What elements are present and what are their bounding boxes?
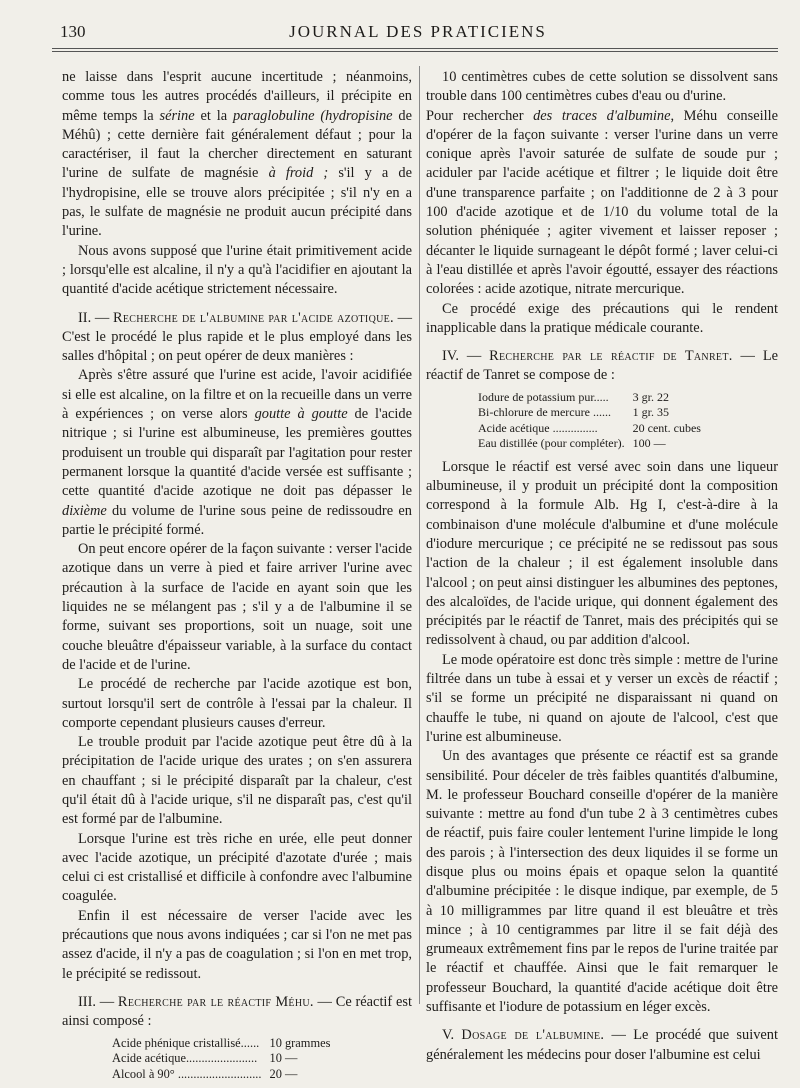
text-run: de Méhû) ; cette dernière fait généralement défaut ; pour la caractériser, il faut la chercher directement en saturant l'urine de sulfate de magnésie <box>62 107 412 182</box>
section-number: V. <box>442 1027 455 1044</box>
section-heading-v <box>426 1026 778 1065</box>
ingredient-name: Iodure de potassium pur..... <box>478 389 609 404</box>
paragraph: Ce procédé exige des précautions qui le rendent inapplicable dans la pratique médicale courante. <box>426 300 778 336</box>
recipe-row <box>478 405 701 421</box>
paragraph: Lorsque le réactif est versé avec soin dans une liqueur albumineuse, il y produit un précipité dont la composition correspond à la formule Alb. Hg I, c'est-à-dire à la combinaison d'une molécule d'albumine et d'une molécule d'iodure mercurique ; ce précipité ne se redissout pas sous l'action de la chaleur ; il est également insoluble dans l'alcool ; on peut ainsi distinguer les albumines des peptones, des alcaloïdes, de l'acide urique, qui donnent également des précipités par le réactif de Tanret, mais des précipités qui se redissolvent à chaud, ou par addition d'alcool. <box>426 458 778 649</box>
recipe-row <box>112 1036 330 1052</box>
text-run: du volume de l'urine sous peine de redissoudre en partie le précipité formé. <box>62 502 412 538</box>
section-number: IV. — <box>442 348 482 365</box>
paragraph: Le procédé de recherche par l'acide azotique est bon, surtout lorsqu'il sert de contrôle à l'essai par la chaleur. Il comporte cependant plusieurs causes d'erreur. <box>62 676 412 731</box>
right-column <box>426 68 778 1065</box>
recipe-row <box>478 390 701 406</box>
ingredient-name: Eau distillée (pour compléter). <box>478 436 625 451</box>
italic-term: des traces d'albumine <box>533 107 671 124</box>
header-rule <box>52 48 778 52</box>
ingredient-quantity: 10 — <box>269 1051 298 1066</box>
ingredient-name: Acide acétique ............... <box>478 420 598 435</box>
paragraph: On peut encore opérer de la façon suivante : verser l'acide azotique dans un verre à pied et faire arriver l'urine avec précaution à la surface de l'acide en ayant soin que les liquides ne se mélangent pas ; s'il y a de l'albumine il se forme, suivant ses proportions, soit un nuage, soit une couche bleuâtre d'épaisseur variable, à la surface du contact de l'acide et de l'urine. <box>62 541 412 673</box>
paragraph: Nous avons supposé que l'urine était primitivement acide ; lorsqu'elle est alcaline, il n'y a qu'à l'acidifier en ajoutant la quantité d'acide acétique strictement nécessaire. <box>62 242 412 298</box>
section-title: Recherche par le réactif de Tanret. <box>489 348 733 365</box>
paragraph: Le mode opératoire est donc très simple : mettre de l'urine filtrée dans un tube à essai et y verser un excès de réactif ; s'il se forme un précipité ne disparaissant ni quand on chauffe le tube, ni quand on ajoute de l'alcool, c'est que l'urine est albumineuse. <box>426 651 778 745</box>
italic-term: dixième <box>62 502 107 519</box>
left-column <box>62 68 412 1088</box>
section-heading-iv <box>426 347 778 386</box>
paragraph: Un des avantages que présente ce réactif est sa grande sensibilité. Pour déceler de très faibles quantités d'albumine, M. le professeur Bouchard conseille d'opérer de la manière suivante : mettre au fond d'un tube 2 à 3 centimètres cubes de réactif, puis faire couler lentement l'urine limpide le long des parois ; à l'intersection des deux liquides il se forme un disque plus ou moins épais et opaque selon la quantité d'albumine précipitée : le disque indique, par exemple, de 5 à 10 milligrammes par litre quand il est bleuâtre et très mince ; à 10 centigrammes par litre il se fait déjà des grumeaux extrêmement fins par le repos de l'urine traitée par le réactif et chauffée. Ainsi que le fait remarquer le professeur Bouchard, la quantité d'acide acétique doit être suffisante et l'iodure de potassium en léger excès. <box>426 748 778 1016</box>
ingredient-name: Acide phénique cristallisé...... <box>112 1035 260 1050</box>
section-number: II. — <box>78 309 110 326</box>
section-title: Recherche par le réactif Méhu. <box>117 993 314 1010</box>
paragraph: Lorsque l'urine est très riche en urée, elle peut donner avec l'acide azotique, un précipité d'azotate d'urée ; mais celui ci est cristallisé et difficile à confondre avec l'albumine coagulée. <box>62 830 412 905</box>
italic-term: sérine <box>159 107 195 124</box>
italic-term: à froid ; <box>268 165 329 182</box>
mehu-recipe-table <box>112 1036 330 1083</box>
ingredient-quantity: 1 gr. 35 <box>632 405 669 420</box>
paragraph: 10 centimètres cubes de cette solution se dissolvent sans trouble dans 100 centimètres cubes d'eau ou d'urine. <box>426 69 778 105</box>
ingredient-name: Bi-chlorure de mercure ...... <box>478 405 611 420</box>
text-run: de l'acide nitrique ; si l'urine est albumineuse, les premières gouttes produisent un trouble qui disparaît par l'agitation pour rester permanent lorsque la quantité d'acide versée est suffisante ; cette quantité d'acide azotique ne doit pas dépasser le <box>62 406 412 500</box>
journal-title: JOURNAL DES PRATICIENS <box>289 22 547 41</box>
section-heading-iii <box>62 993 412 1032</box>
italic-term: paraglobuline (hydropisine <box>232 107 393 124</box>
ingredient-quantity: 20 — <box>269 1066 298 1081</box>
page-number: 130 <box>60 22 86 41</box>
section-heading-ii <box>62 309 412 367</box>
recipe-row <box>478 436 701 452</box>
text-run: — Ce réactif est ainsi composé : <box>62 993 412 1030</box>
section-number: III. — <box>78 993 115 1010</box>
ingredient-name: Alcool à 90° ........................... <box>112 1066 262 1081</box>
text-run: — C'est le procédé le plus rapide et le plus employé dans les salles d'hôpital ; on peut opérer de deux manières : <box>62 309 412 365</box>
text-run: Après s'être assuré que l'urine est acide, l'avoir acidifiée si elle est alcaline, on la filtre et on la recueille dans un verre à expériences ; on verse alors <box>62 367 412 423</box>
section-title: Dosage de l'albumine. <box>461 1027 605 1044</box>
italic-term: goutte à goutte <box>254 406 348 423</box>
ingredient-quantity: 10 grammes <box>269 1035 331 1050</box>
text-run: ne laisse dans l'esprit aucune incertitude ; néanmoins, comme tous les autres procédés d'ailleurs, il précipite en même temps la <box>62 69 412 124</box>
paragraph <box>426 107 778 300</box>
page-header <box>60 18 776 52</box>
recipe-row <box>478 421 701 437</box>
tanret-recipe-table <box>478 390 701 452</box>
text-run: , Méhu conseille d'opérer de la façon suivante : verser l'urine dans un verre conique après l'avoir saturée de sulfate de soude pur ; aciduler par l'acide acétique et filtrer ; le liquide doit être d'une transparence parfaite ; on l'additionne de 2 à 3 pour 100 d'acide azotique et de 1/10 du volume total de la solution phéniquée ; agiter vivement et laisser reposer ; décanter le liquide surnageant le dépôt formé ; laver celui-ci à l'eau distillée et après l'avoir égoutté, essayer des réactions colorées : acide azotique, nitrate mercurique. <box>426 107 778 298</box>
text-run: s'il y a de l'hydropisine, elle se trouve alors précipitée ; s'il n'y en a pas, le sulfate de magnésie ne produit aucun précipité dans l'urine. <box>62 165 412 240</box>
ingredient-name: Acide acétique....................... <box>112 1051 258 1066</box>
recipe-row <box>112 1051 330 1067</box>
recipe-row <box>112 1067 330 1083</box>
text-run: et la <box>194 107 233 124</box>
paragraph <box>62 366 412 540</box>
text-run: Pour rechercher <box>426 107 534 124</box>
paragraph <box>62 68 412 242</box>
ingredient-quantity: 20 cent. cubes <box>632 420 701 435</box>
column-divider <box>419 66 420 1004</box>
paragraph: Enfin il est nécessaire de verser l'acide avec les précautions que nous avons indiquées ; car si l'on ne met pas assez d'acide, il n'y a pas de coagulation ; si l'on en met trop, le précipité se redissout. <box>62 907 412 982</box>
ingredient-quantity: 3 gr. 22 <box>632 389 669 404</box>
text-run: — Le réactif de Tanret se compose de : <box>426 348 779 384</box>
ingredient-quantity: 100 — <box>632 436 666 451</box>
paragraph: Le trouble produit par l'acide azotique peut être dû à la précipitation de l'acide urique des urates ; on s'en assurera en chauffant ; si le précipité disparaît par la chaleur, c'est qu'il était dû à l'acide urique, s'il ne disparaît pas, c'est qu'il est formé par de l'albumine. <box>62 734 412 828</box>
section-title: Recherche de l'albumine par l'acide azotique. <box>112 309 394 326</box>
text-run: — Le procédé que suivent généralement les médecins pour doser l'albumine est celui <box>426 1027 778 1063</box>
